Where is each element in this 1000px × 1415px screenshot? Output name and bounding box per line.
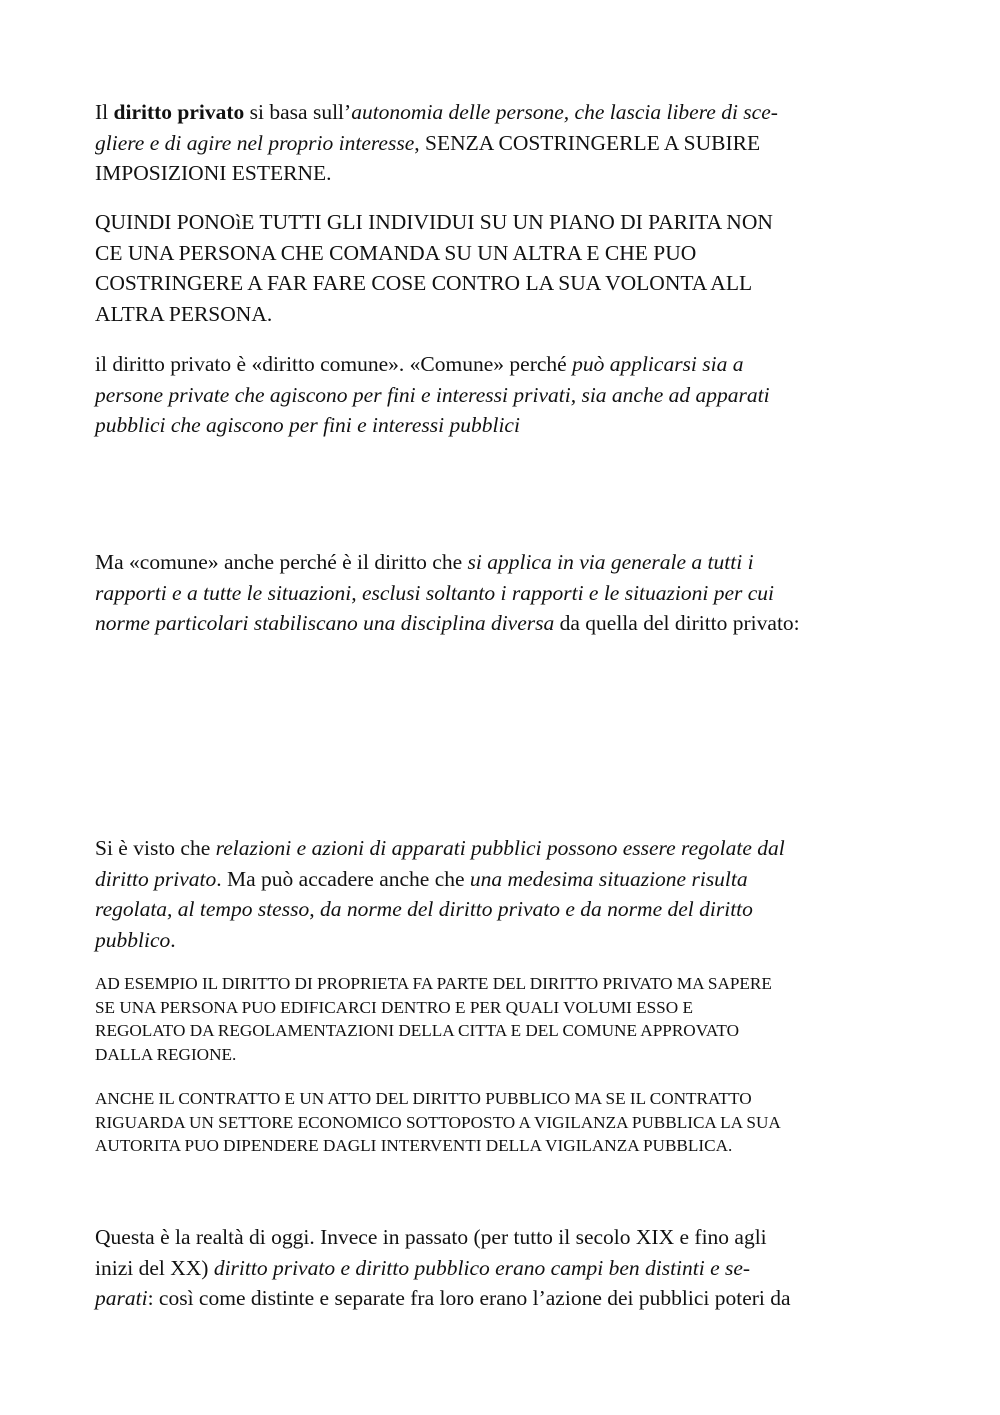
text-line: ANCHE IL CONTRATTO E UN ATTO DEL DIRITTO PUBBLICO MA SE IL CONTRATTO	[95, 1089, 752, 1108]
paragraph-property-example	[95, 972, 907, 1066]
text-line: AD ESEMPIO IL DIRITTO DI PROPRIETA FA PARTE DEL DIRITTO PRIVATO MA SAPERE	[95, 974, 772, 993]
italic-span: parati	[95, 1286, 148, 1310]
italic-span: autonomia delle persone, che lascia libere di sce-	[351, 100, 778, 124]
text-line: DALLA REGIONE.	[95, 1044, 237, 1064]
bold-term: diritto privato	[113, 100, 245, 124]
text-line	[95, 864, 907, 895]
text-line	[95, 349, 907, 380]
text-line	[95, 1283, 907, 1314]
text-line: QUINDI PONOìE TUTTI GLI INDIVIDUI SU UN PIANO DI PARITA NON	[95, 210, 773, 234]
italic-span: relazioni e azioni di apparati pubblici possono essere regolate dal	[215, 836, 785, 860]
paragraph-contract-example	[95, 1087, 907, 1158]
text-line	[95, 608, 907, 639]
text-span: , SENZA COSTRINGERLE A SUBIRE	[414, 130, 761, 155]
text-line	[95, 97, 907, 128]
text-span: da quella del diritto privato:	[554, 611, 800, 635]
text-span: Il	[95, 100, 114, 124]
text-line: SE UNA PERSONA PUO EDIFICARCI DENTRO E PER QUALI VOLUMI ESSO E	[95, 997, 693, 1017]
italic-span: diritto privato e diritto pubblico erano campi ben distinti e se-	[213, 1255, 751, 1280]
text-line: ALTRA PERSONA.	[95, 301, 273, 326]
paragraph-historical-note	[95, 1222, 907, 1314]
text-span: .	[170, 927, 176, 952]
italic-span: può applicarsi sia a	[572, 352, 744, 376]
text-line: persone private che agiscono per fini e interessi privati, sia anche ad apparati	[95, 382, 770, 407]
text-line: CE UNA PERSONA CHE COMANDA SU UN ALTRA E CHE PUO	[95, 240, 697, 265]
paragraph-equality-note	[95, 207, 907, 329]
text-line	[95, 925, 907, 956]
text-line	[95, 1253, 907, 1284]
italic-span: si applica in via generale a tutti i	[467, 550, 754, 574]
text-span: . Ma può accadere anche che	[216, 866, 470, 891]
text-span: inizi del XX)	[95, 1255, 214, 1280]
italic-span: pubblico	[95, 927, 171, 952]
text-line	[95, 833, 907, 864]
italic-span: norme particolari stabiliscano una disciplina diversa	[95, 611, 555, 635]
text-line: pubblici che agiscono per fini e interessi pubblici	[95, 413, 520, 437]
text-line: REGOLATO DA REGOLAMENTAZIONI DELLA CITTA E DEL COMUNE APPROVATO	[95, 1021, 739, 1040]
text-line: Questa è la realtà di oggi. Invece in passato (per tutto il secolo XIX e fino agli	[95, 1225, 767, 1249]
text-span: : così come distinte e separate fra loro erano l’azione dei pubblici poteri da	[147, 1286, 791, 1310]
text-line: AUTORITA PUO DIPENDERE DAGLI INTERVENTI DELLA VIGILANZA PUBBLICA.	[95, 1136, 733, 1155]
text-line: rapporti e a tutte le situazioni, esclusi soltanto i rapporti e le situazioni per cui	[95, 580, 775, 605]
text-line: RIGUARDA UN SETTORE ECONOMICO SOTTOPOSTO A VIGILANZA PUBBLICA LA SUA	[95, 1112, 781, 1132]
italic-span: gliere e di agire nel proprio interesse	[95, 130, 415, 155]
text-span: il diritto privato è «diritto comune». «Comune» perché	[95, 352, 573, 376]
text-line: regolata, al tempo stesso, da norme del diritto privato e da norme del diritto	[95, 897, 753, 921]
paragraph-mixed-regulation	[95, 833, 907, 955]
text-line: IMPOSIZIONI ESTERNE.	[95, 161, 332, 185]
text-line	[95, 128, 907, 159]
italic-span: diritto privato	[95, 866, 217, 891]
text-span: si basa sull’	[244, 100, 352, 124]
text-span: Si è visto che	[95, 836, 216, 860]
paragraph-common-general-application	[95, 547, 907, 639]
text-span: Ma «comune» anche perché è il diritto che	[95, 550, 468, 574]
paragraph-private-law-definition	[95, 97, 907, 189]
text-line: COSTRINGERE A FAR FARE COSE CONTRO LA SUA VOLONTA ALL	[95, 271, 753, 295]
italic-span: una medesima situazione risulta	[469, 866, 748, 891]
paragraph-common-law	[95, 349, 907, 441]
text-line	[95, 547, 907, 578]
